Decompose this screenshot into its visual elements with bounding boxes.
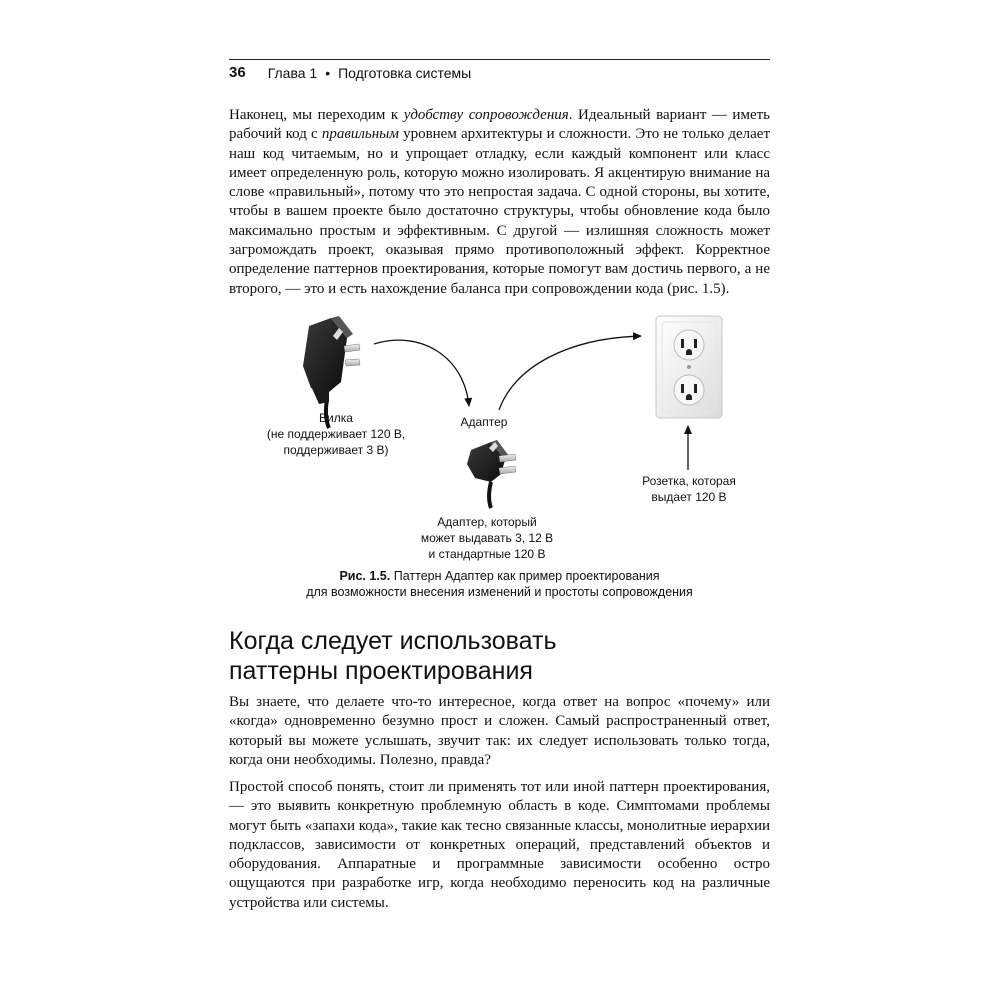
text-run: уровнем архитектуры и сложности. Это не только делает наш код читаемым, но и упрощает отладку, если каждый компонент или класс имеет определенную роль, которую можно изолировать. Я акцентирую внимание на слове «правильный», потому что это непростая задача. С одной стороны, вы хотите, чтобы в вашем проекте было достаточно структуры, чтобы обновление кода было максимально простым и эффективным. С другой — излишняя сложность может загромождать проект, оказывая прямо противоположный эффект. Корректное определение паттернов проектирования, которые помогут вам достичь первого, а не второго, — это и есть нахождение баланса при сопровождении кода (рис. 1.5). bbox=[229, 126, 770, 297]
outlet-label-line: Розетка, которая bbox=[642, 474, 736, 488]
arrow-adapter-to-outlet bbox=[499, 336, 641, 410]
adapter-figure bbox=[229, 310, 770, 560]
plug-label bbox=[251, 410, 421, 458]
text-run: . Идеальный вариант — иметь рабочий код с bbox=[229, 107, 770, 143]
paragraph-when-to-use: Вы знаете, что делаете что-то интересное, когда ответ на вопрос «почему» или «когда» одновременно безумно прост и сложен. Самый распространенный ответ, который вы можете услышать, звучит так: их следует использовать только тогда, когда они необходимы. Полезно, правда? bbox=[229, 694, 770, 768]
chapter-label: Глава 1 bbox=[267, 65, 318, 81]
adapter-title: Адаптер bbox=[460, 415, 508, 429]
figure-caption bbox=[229, 568, 770, 600]
emphasis-text: правильным bbox=[321, 126, 399, 143]
adapter-icon bbox=[467, 440, 516, 508]
text-run: Наконец, мы переходим к bbox=[229, 107, 404, 123]
section-heading bbox=[229, 626, 770, 686]
arrow-plug-to-adapter bbox=[374, 340, 469, 406]
adapter-label-line: может выдавать 3, 12 В bbox=[420, 531, 554, 545]
paragraph-problem-area: Простой способ понять, стоит ли применять тот или иной паттерн проектирования, — это выявить конкретную проблемную область в коде. Симптомами проблемы могут быть «запахи кода», такие как тесно связанные классы, монолитные иерархии подклассов, зависимости от конкретных операций, представлений объектов и оборудования. Аппаратные и программные зависимости особенно остро ощущаются при разработке игр, когда необходимо переносить код на различные устройства или системы. bbox=[229, 779, 770, 911]
caption-text: Паттерн Адаптер как пример проектирования bbox=[393, 569, 660, 583]
running-header bbox=[229, 59, 770, 84]
heading-line: Когда следует использовать bbox=[229, 627, 557, 655]
header-separator: • bbox=[325, 65, 331, 81]
emphasis-text: удобству сопровождения bbox=[403, 107, 569, 123]
heading-line: паттерны проектирования bbox=[229, 657, 533, 685]
caption-text-line2: для возможности внесения изменений и простоты сопровождения bbox=[306, 585, 693, 599]
page-number: 36 bbox=[229, 64, 246, 81]
adapter-label-line: Адаптер, который bbox=[437, 515, 537, 529]
plug-label-line: (не поддерживает 120 В, bbox=[266, 427, 406, 441]
paragraph-maintainability bbox=[229, 106, 770, 299]
outlet-label-line: выдает 120 В bbox=[651, 490, 727, 504]
plug-label-line: поддерживает 3 В) bbox=[283, 443, 389, 457]
adapter-label-line: и стандартные 120 В bbox=[428, 547, 546, 561]
outlet-label bbox=[624, 473, 754, 505]
caption-label: Рис. 1.5. bbox=[339, 569, 391, 583]
plug-label-line: Вилка bbox=[319, 411, 353, 425]
outlet-icon bbox=[656, 316, 722, 418]
adapter-label bbox=[407, 514, 567, 562]
section-title: Подготовка системы bbox=[338, 65, 472, 81]
